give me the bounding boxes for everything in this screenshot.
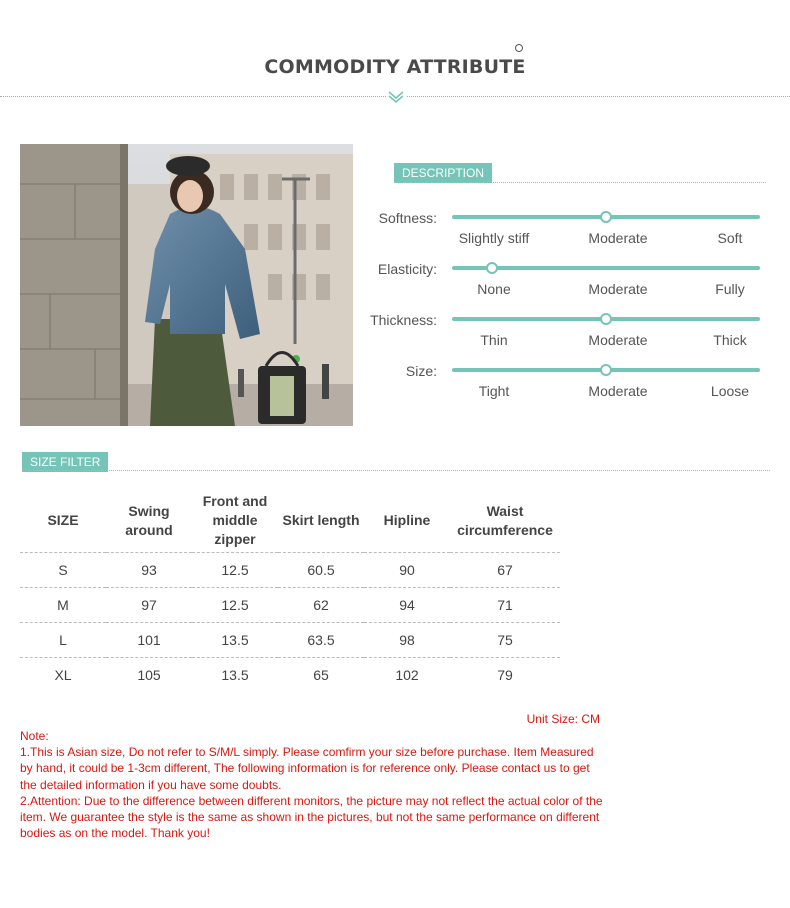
table-cell: 90 bbox=[364, 552, 450, 587]
column-header: Waist circumference bbox=[450, 490, 560, 552]
table-cell: M bbox=[20, 587, 106, 622]
attribute-option: Tight bbox=[478, 383, 510, 399]
table-cell: 60.5 bbox=[278, 552, 364, 587]
table-cell: 65 bbox=[313, 666, 329, 683]
attribute-option: Slightly stiff bbox=[458, 230, 530, 246]
degree-mark bbox=[515, 44, 523, 52]
table-cell: 98 bbox=[364, 622, 450, 657]
table-cell: 67 bbox=[450, 552, 560, 587]
attribute-label: Thickness: bbox=[370, 312, 437, 328]
chevron-down-icon bbox=[386, 89, 406, 105]
size-table bbox=[20, 490, 560, 692]
attribute-track bbox=[452, 266, 760, 270]
table-cell: 13.5 bbox=[192, 622, 278, 657]
column-header: Front and middle zipper bbox=[192, 490, 278, 552]
table-row bbox=[20, 622, 560, 657]
attribute-option: Moderate bbox=[588, 383, 648, 399]
table-cell: 12.5 bbox=[192, 552, 278, 587]
column-header: Skirt length bbox=[278, 490, 364, 552]
attribute-track bbox=[452, 317, 760, 321]
table-cell: 97 bbox=[106, 587, 192, 622]
attribute-label: Elasticity: bbox=[377, 261, 437, 277]
column-header: Swing around bbox=[106, 490, 192, 552]
table-cell: S bbox=[20, 552, 106, 587]
attribute-option: Moderate bbox=[588, 230, 648, 246]
attribute-option: Moderate bbox=[588, 281, 648, 297]
column-header: SIZE bbox=[20, 490, 106, 552]
table-cell: 13.5 bbox=[221, 666, 249, 683]
unit-size: Unit Size: CM bbox=[526, 712, 600, 726]
model-photo bbox=[20, 144, 353, 426]
attribute-level-marker bbox=[600, 211, 612, 223]
description-tag: DESCRIPTION bbox=[394, 163, 492, 183]
attribute-label: Softness: bbox=[378, 210, 437, 226]
attribute-label: Size: bbox=[405, 363, 437, 379]
note-block bbox=[20, 728, 605, 841]
note-line-1: 1.This is Asian size, Do not refer to S/M/L simply. Please comfirm your size before purchase. Item Measured by hand, it could be 1-3cm different, The following information is for reference only. Please contact us to get the detailed information if you have some doubts. bbox=[20, 745, 594, 792]
table-row bbox=[20, 552, 560, 587]
size-filter-tag: SIZE FILTER bbox=[22, 452, 108, 472]
page-title: COMMODITY ATTRIBUTE bbox=[264, 56, 526, 78]
attribute-option: Soft bbox=[717, 230, 743, 246]
attribute-option: None bbox=[477, 281, 511, 297]
attribute-track bbox=[452, 215, 760, 219]
table-cell: 94 bbox=[364, 587, 450, 622]
size-filter-divider bbox=[22, 470, 770, 471]
table-cell: 102 bbox=[395, 666, 419, 683]
attribute-track bbox=[452, 368, 760, 372]
attribute-level-marker bbox=[600, 313, 612, 325]
attribute-option: Loose bbox=[710, 383, 750, 399]
table-cell: 62 bbox=[278, 587, 364, 622]
table-cell: 71 bbox=[450, 587, 560, 622]
attribute-option: Fully bbox=[715, 281, 745, 297]
table-cell: 75 bbox=[450, 622, 560, 657]
attribute-option: Thick bbox=[713, 332, 747, 348]
note-line-2: 2.Attention: Due to the difference between different monitors, the picture may not reflect the actual color of the item. We guarantee the style is the same as shown in the pictures, but not the same performance on different bodies as on the model. Thank you! bbox=[20, 793, 603, 841]
table-cell: L bbox=[20, 622, 106, 657]
table-cell: 105 bbox=[137, 666, 161, 683]
attribute-option: Thin bbox=[480, 332, 508, 348]
description-divider bbox=[394, 182, 766, 183]
table-cell: XL bbox=[54, 666, 72, 683]
attribute-level-marker bbox=[486, 262, 498, 274]
size-table-header bbox=[20, 490, 560, 552]
table-cell: 12.5 bbox=[192, 587, 278, 622]
table-cell: 63.5 bbox=[278, 622, 364, 657]
table-cell: 101 bbox=[106, 622, 192, 657]
attribute-level-marker bbox=[600, 364, 612, 376]
attribute-option: Moderate bbox=[588, 332, 648, 348]
table-row bbox=[20, 587, 560, 622]
table-cell: 93 bbox=[106, 552, 192, 587]
column-header: Hipline bbox=[364, 490, 450, 552]
table-row bbox=[20, 657, 560, 692]
table-cell: 79 bbox=[497, 666, 513, 683]
note-title: Note: bbox=[20, 729, 49, 743]
